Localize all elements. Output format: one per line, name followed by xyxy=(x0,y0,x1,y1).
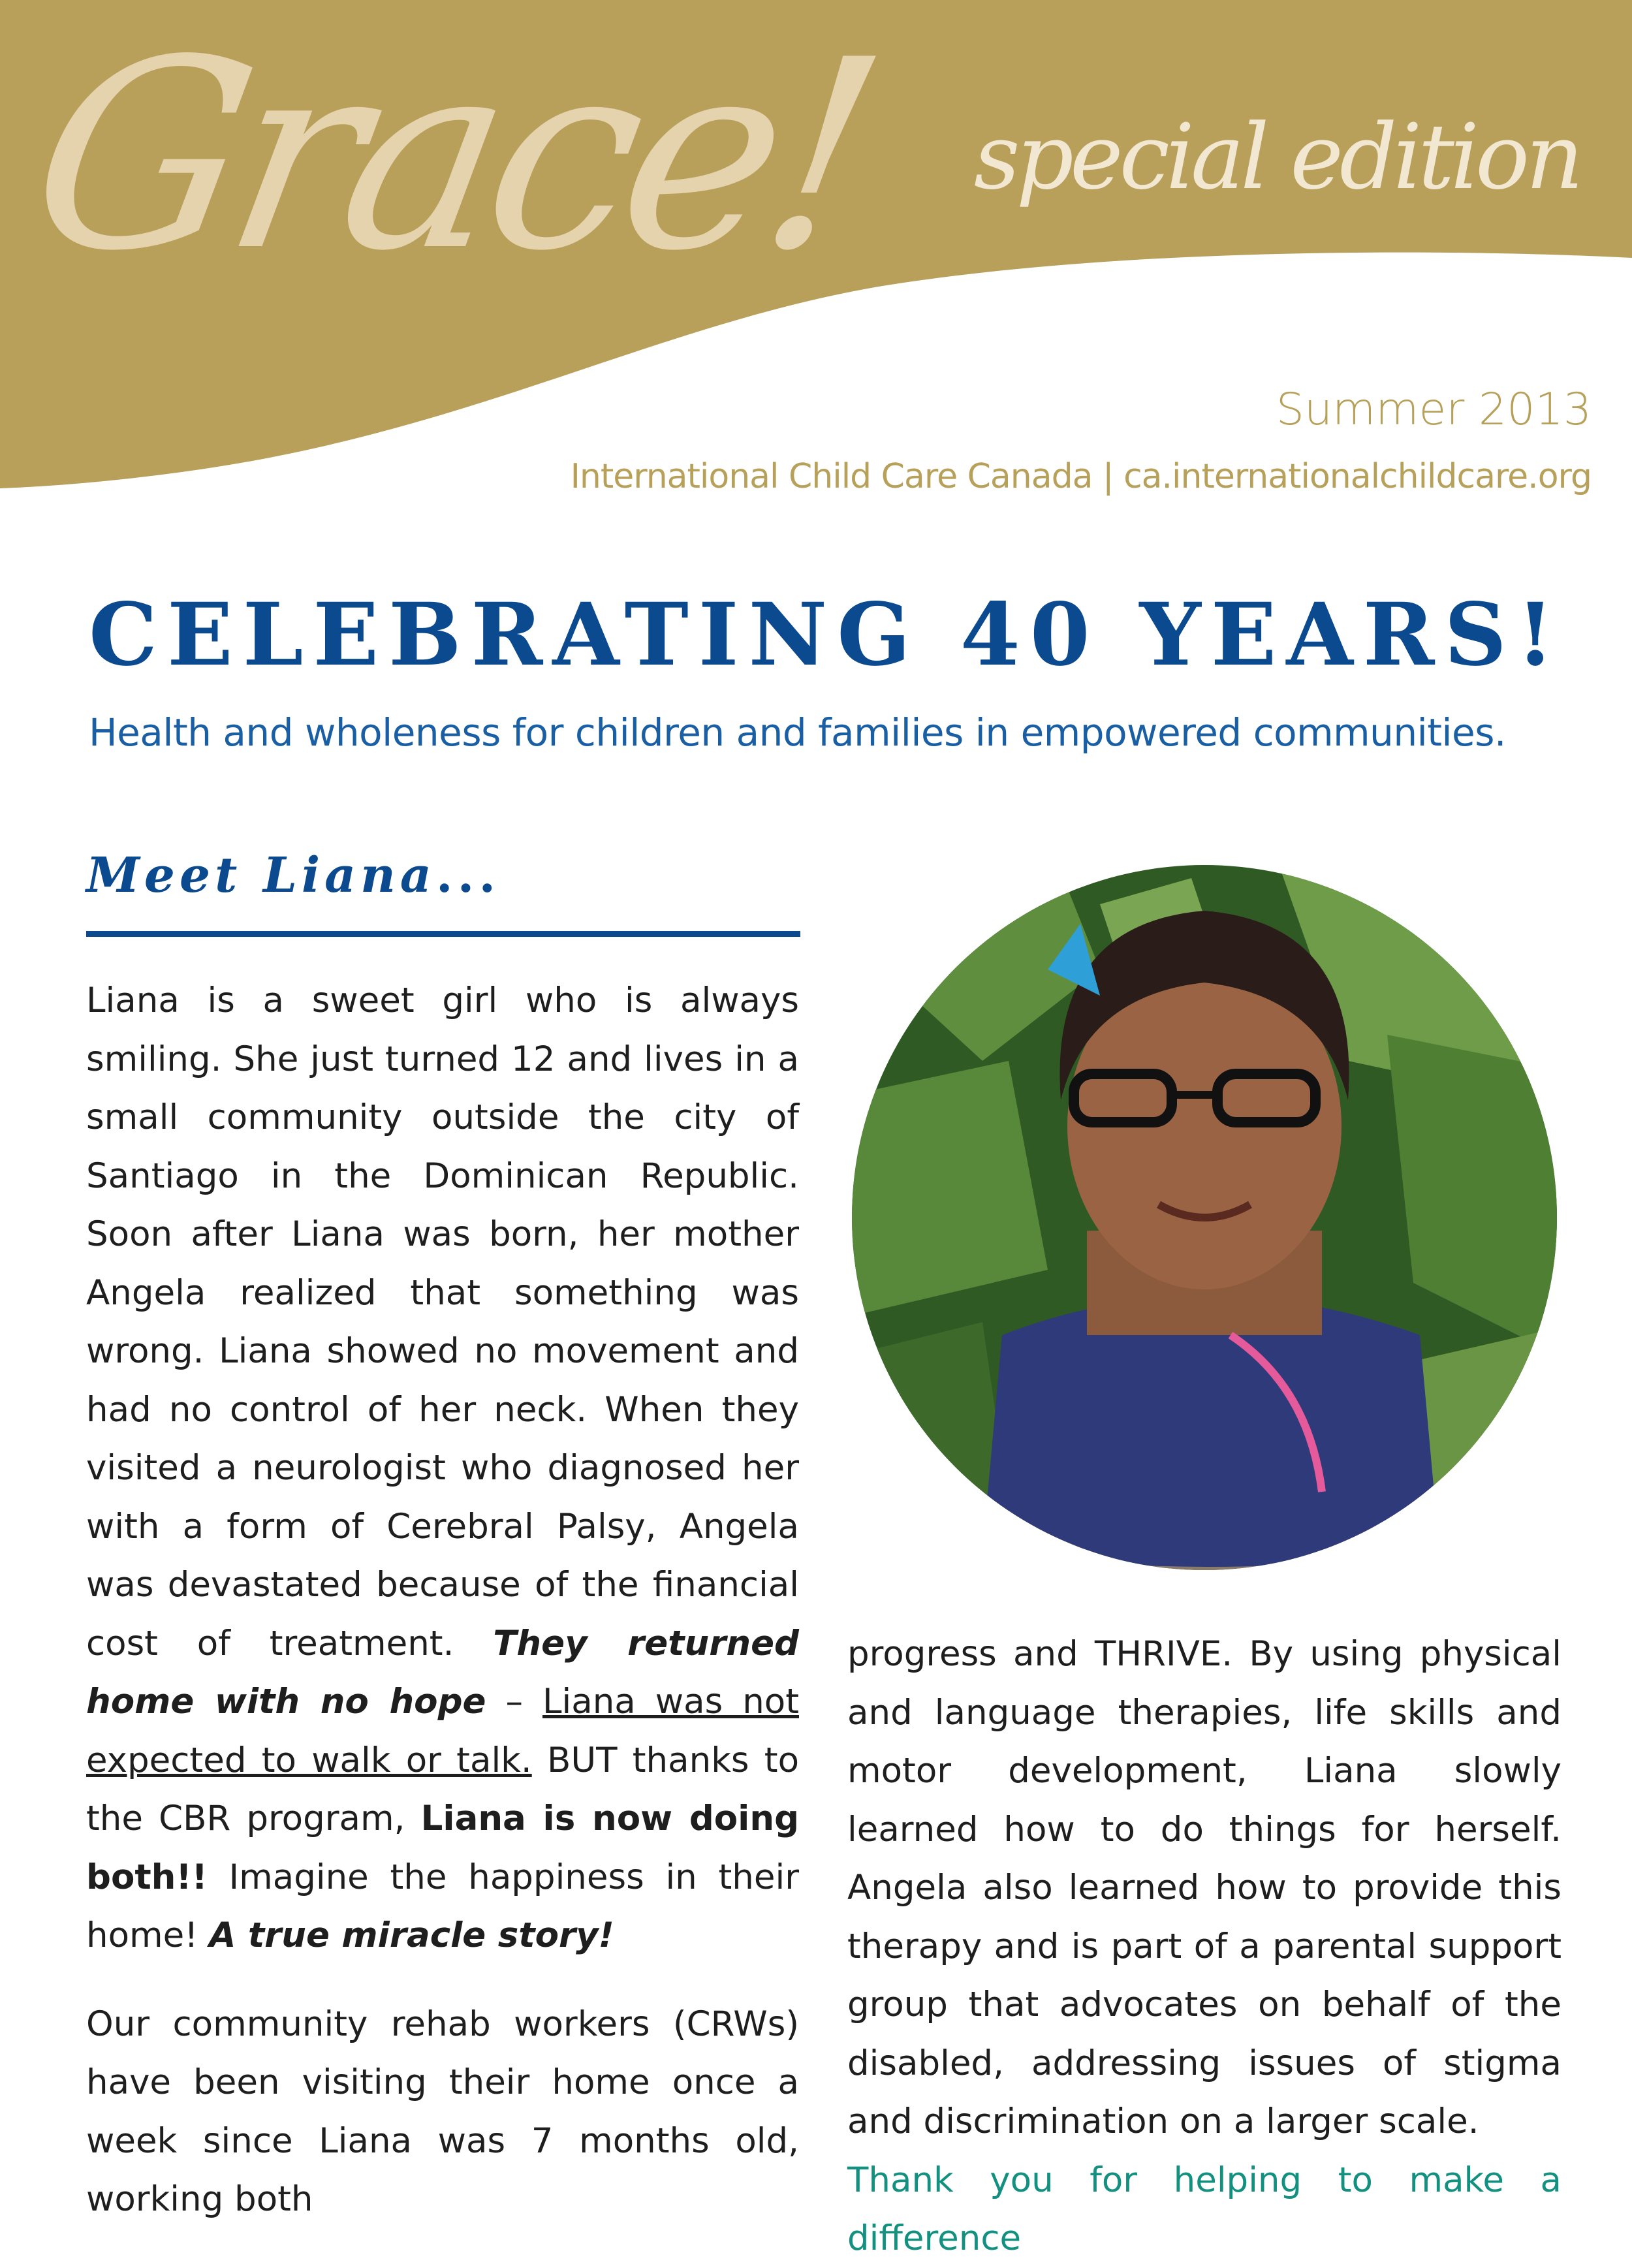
section-title xyxy=(86,847,500,904)
tagline: Health and wholeness for children and families in empowered communities. xyxy=(89,710,1506,755)
page-headline: CELEBRATING 40 YEARS! xyxy=(89,584,1564,685)
p1-end: Imagine the happiness in their home! xyxy=(86,1857,799,1955)
edition-label: special edition xyxy=(973,104,1580,210)
article-paragraph-1 xyxy=(86,971,799,1965)
organization-line: International Child Care Canada | ca.internationalchildcare.org xyxy=(570,457,1592,496)
p1-miracle: A true miracle story! xyxy=(209,1915,614,1955)
article-paragraph-3: progress and THRIVE. By using physical and language therapies, life skills and motor development, Liana slowly learned how to do things for herself. Angela also learned how to provide this therapy and is part of a parental support group that advocates on behalf of the disabled, addressing issues of stigma and discrimination on a larger scale. xyxy=(847,1634,1561,2141)
section-divider xyxy=(86,931,800,937)
p1-dash: – xyxy=(486,1682,542,1722)
article-column-right xyxy=(847,1625,1561,2268)
p1-underline: Liana was not expected to walk or talk. xyxy=(86,1682,800,1780)
thank-you-line: Thank you for helping to make a difference xyxy=(847,2160,1561,2258)
liana-photo xyxy=(852,865,1557,1570)
masthead-logo: Grace! xyxy=(12,5,890,308)
issue-date: Summer 2013 xyxy=(1276,384,1592,435)
section-title-text: Meet Liana xyxy=(86,847,436,904)
p1-bold: Liana is now doing both!! xyxy=(86,1799,800,1897)
article-paragraph-2: Our community rehab workers (CRWs) have been visiting their home once a week since Liana was 7 months old, working both xyxy=(86,2004,799,2219)
section-title-ellipsis: ... xyxy=(435,847,501,904)
article-column-left xyxy=(86,971,799,2259)
p1-intro: Liana is a sweet girl who is always smiling. She just turned 12 and lives in a small community outside the city of Santiago in the Dominican Republic. Soon after Liana was born, her mother Angela realized that something was wrong. Liana showed no movement and had no control of her neck. When they visited a neurologist who diagnosed her with a form of Cerebral Palsy, Angela was devastated because of the financial cost of treatment. xyxy=(86,981,799,1663)
p1-mid: BUT thanks to the CBR program, xyxy=(86,1740,799,1838)
p1-emphasis: They returned home with no hope xyxy=(86,1623,799,1722)
